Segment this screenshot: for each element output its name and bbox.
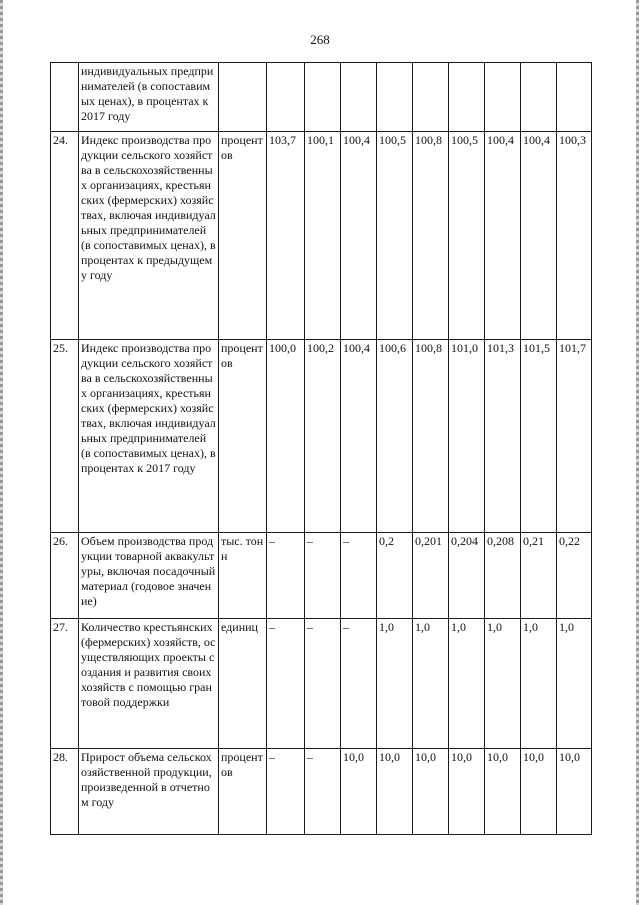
table-row <box>51 340 592 533</box>
value-cell: 0,201 <box>413 533 449 619</box>
value-cell: 1,0 <box>557 619 592 749</box>
value-cell <box>377 63 413 132</box>
value-cell: 100,6 <box>377 340 413 533</box>
value-cell: 10,0 <box>449 749 485 835</box>
row-number: 28. <box>51 749 79 835</box>
value-cell: – <box>341 533 377 619</box>
value-cell: – <box>305 619 341 749</box>
table-row <box>51 533 592 619</box>
value-cell: 0,208 <box>485 533 521 619</box>
value-cell: – <box>267 533 305 619</box>
value-cell: 101,5 <box>521 340 557 533</box>
value-cell: 100,4 <box>341 132 377 340</box>
value-cell: 10,0 <box>557 749 592 835</box>
value-cell <box>521 63 557 132</box>
indicator-name: Количество крестьянских (фермерских) хозяйств, осуществляющих проекты создания и развития своих хозяйств с помощью грантовой поддержки <box>79 619 219 749</box>
row-number: 24. <box>51 132 79 340</box>
value-cell: 100,8 <box>413 132 449 340</box>
value-cell: 0,2 <box>377 533 413 619</box>
indicator-name: Прирост объема сельскохозяйственной продукции, произведенной в отчетном году <box>79 749 219 835</box>
value-cell: – <box>305 749 341 835</box>
indicator-name: Индекс производства продукции сельского хозяйства в сельскохозяйственных организациях, крестьянских (фермерских) хозяйствах, включая индивидуальных предпринимателей (в сопоставимых ценах), в процентах к 2017 году <box>79 340 219 533</box>
value-cell: 10,0 <box>413 749 449 835</box>
value-cell: 1,0 <box>521 619 557 749</box>
value-cell: 100,0 <box>267 340 305 533</box>
value-cell: 10,0 <box>521 749 557 835</box>
value-cell <box>305 63 341 132</box>
table-row <box>51 619 592 749</box>
value-cell: 1,0 <box>413 619 449 749</box>
value-cell <box>341 63 377 132</box>
value-cell: 100,1 <box>305 132 341 340</box>
row-number: 27. <box>51 619 79 749</box>
unit-cell <box>219 63 267 132</box>
value-cell <box>485 63 521 132</box>
page-number: 268 <box>310 32 330 47</box>
table-row <box>51 749 592 835</box>
row-number <box>51 63 79 132</box>
value-cell <box>413 63 449 132</box>
value-cell: 103,7 <box>267 132 305 340</box>
value-cell: 100,4 <box>485 132 521 340</box>
indicator-name: Объем производства продукции товарной аквакультуры, включая посадочный материал (годовое значение) <box>79 533 219 619</box>
unit-cell: процентов <box>219 132 267 340</box>
value-cell: 100,4 <box>521 132 557 340</box>
indicator-name: индивидуальных предпринимателей (в сопоставимых ценах), в процентах к 2017 году <box>79 63 219 132</box>
scan-edge-right <box>636 0 639 905</box>
unit-cell: тыс. тонн <box>219 533 267 619</box>
value-cell <box>267 63 305 132</box>
value-cell: 100,5 <box>449 132 485 340</box>
value-cell: 1,0 <box>449 619 485 749</box>
value-cell: 10,0 <box>377 749 413 835</box>
value-cell: 1,0 <box>377 619 413 749</box>
value-cell: 0,204 <box>449 533 485 619</box>
value-cell <box>557 63 592 132</box>
unit-cell: процентов <box>219 749 267 835</box>
value-cell: – <box>267 619 305 749</box>
value-cell: 1,0 <box>485 619 521 749</box>
value-cell: – <box>267 749 305 835</box>
unit-cell: процентов <box>219 340 267 533</box>
table-row <box>51 63 592 132</box>
unit-cell: единиц <box>219 619 267 749</box>
value-cell: 0,22 <box>557 533 592 619</box>
indicator-name: Индекс производства продукции сельского хозяйства в сельскохозяйственных организациях, крестьянских (фермерских) хозяйствах, включая индивидуальных предпринимателей (в сопоставимых ценах), в процентах к предыдущему году <box>79 132 219 340</box>
scan-edge-left <box>0 0 3 905</box>
value-cell: 101,7 <box>557 340 592 533</box>
value-cell: – <box>341 619 377 749</box>
value-cell: 101,0 <box>449 340 485 533</box>
value-cell: – <box>305 533 341 619</box>
value-cell: 100,5 <box>377 132 413 340</box>
value-cell: 10,0 <box>485 749 521 835</box>
table-row <box>51 132 592 340</box>
value-cell: 10,0 <box>341 749 377 835</box>
row-number: 26. <box>51 533 79 619</box>
value-cell: 0,21 <box>521 533 557 619</box>
value-cell: 101,3 <box>485 340 521 533</box>
row-number: 25. <box>51 340 79 533</box>
indicators-table <box>50 62 592 835</box>
value-cell: 100,2 <box>305 340 341 533</box>
value-cell <box>449 63 485 132</box>
value-cell: 100,8 <box>413 340 449 533</box>
value-cell: 100,4 <box>341 340 377 533</box>
value-cell: 100,3 <box>557 132 592 340</box>
